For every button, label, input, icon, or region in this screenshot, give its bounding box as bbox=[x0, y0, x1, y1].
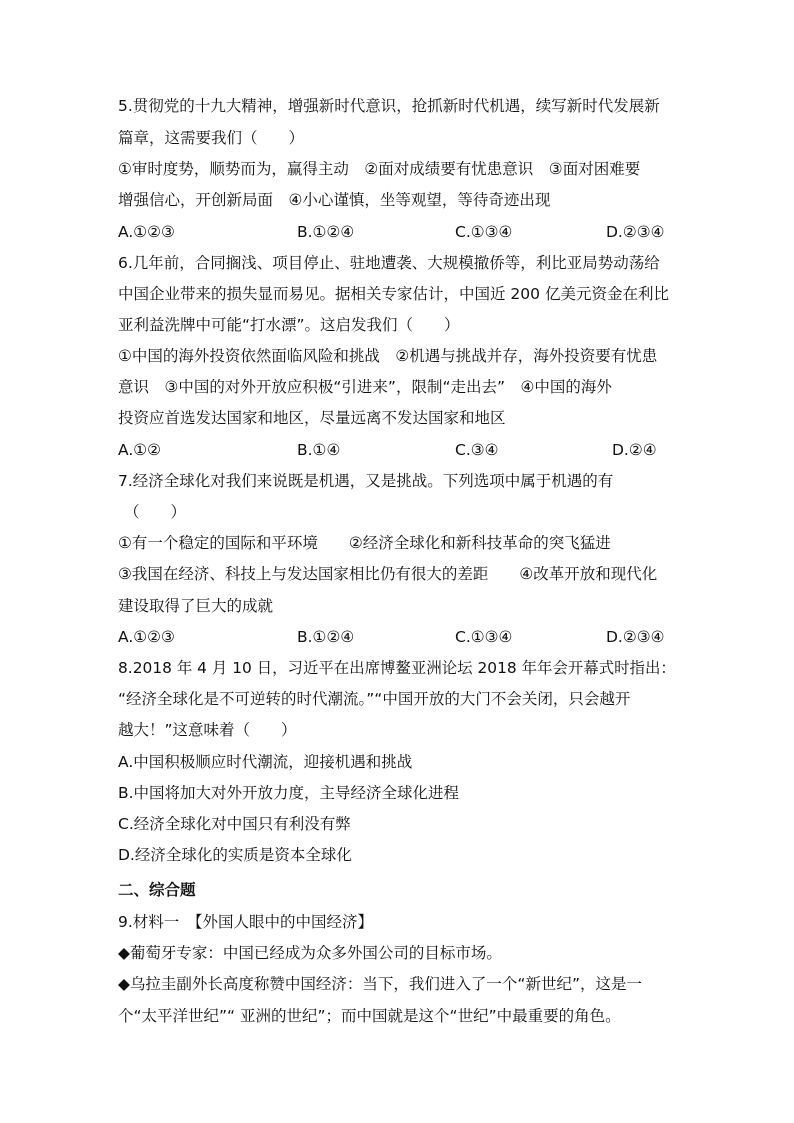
q5-item-line-1: ①审时度势，顺势而为，赢得主动 ②面对成绩要有忧患意识 ③面对困难要 bbox=[118, 160, 641, 178]
q9-line-2: ◆葡萄牙专家：中国已经成为众多外国公司的目标市场。 bbox=[118, 944, 502, 962]
q7-option-d: D.②③④ bbox=[606, 628, 665, 646]
q8-stem-line-3: 越大！”这意味着（ ） bbox=[118, 721, 297, 739]
q8-option-b: B.中国将加大对外开放力度，主导经济全球化进程 bbox=[118, 784, 460, 802]
q6-stem-line-2: 中国企业带来的损失显而易见。据相关专家估计，中国近 200 亿美元资金在利比 bbox=[118, 285, 669, 303]
q5-item-line-2: 增强信心，开创新局面 ④小心谨慎，坐等观望，等待奇迹出现 bbox=[118, 191, 551, 209]
q7-item-line-1: ①有一个稳定的国际和平环境 ②经济全球化和新科技革命的突飞猛进 bbox=[118, 534, 611, 552]
q5-option-a: A.①②③ bbox=[118, 223, 175, 241]
q6-option-a: A.①② bbox=[118, 441, 162, 459]
q7-option-a: A.①②③ bbox=[118, 628, 175, 646]
q8-option-a: A.中国积极顺应时代潮流，迎接机遇和挑战 bbox=[118, 753, 413, 771]
q6-item-line-3: 投资应首选发达国家和地区，尽量远离不发达国家和地区 bbox=[118, 409, 506, 427]
q8-stem-line-2: “经济全球化是不可逆转的时代潮流。”“中国开放的大门不会关闭，只会越开 bbox=[118, 690, 631, 708]
q6-option-d: D.②④ bbox=[612, 441, 657, 459]
q8-option-c: C.经济全球化对中国只有利没有弊 bbox=[118, 815, 351, 833]
q7-item-line-2: ③我国在经济、科技上与发达国家相比仍有很大的差距 ④改革开放和现代化 bbox=[118, 565, 658, 583]
q5-stem-line-2: 篇章，这需要我们（ ） bbox=[118, 129, 305, 147]
q8-stem-line-1: 8.2018 年 4 月 10 日，习近平在出席博鳌亚洲论坛 2018 年年会开幕式时指出： bbox=[118, 659, 676, 677]
q7-option-c: C.①③④ bbox=[455, 628, 513, 646]
q9-line-3: ◆乌拉圭副外长高度称赞中国经济：当下，我们进入了一个“新世纪”，这是一 bbox=[118, 975, 642, 993]
q6-stem-line-3: 亚利益洗牌中可能“打水漂”。这启发我们（ ） bbox=[118, 316, 460, 334]
q5-option-b: B.①②④ bbox=[297, 223, 355, 241]
q8-option-d: D.经济全球化的实质是资本全球化 bbox=[118, 846, 352, 864]
q9-line-1: 9.材料一 【外国人眼中的中国经济】 bbox=[118, 913, 374, 931]
q7-item-line-3: 建设取得了巨大的成就 bbox=[118, 597, 274, 615]
q6-option-b: B.①④ bbox=[297, 441, 341, 459]
q7-option-b: B.①②④ bbox=[297, 628, 355, 646]
q6-stem-line-1: 6.几年前，合同搁浅、项目停止、驻地遭袭、大规模撤侨等，利比亚局势动荡给 bbox=[118, 254, 660, 272]
q6-option-c: C.③④ bbox=[455, 441, 499, 459]
q6-item-line-2: 意识 ③中国的对外开放应积极“引进来”，限制“走出去” ④中国的海外 bbox=[118, 378, 612, 396]
q7-stem-line-1: 7.经济全球化对我们来说既是机遇，又是挑战。下列选项中属于机遇的有 bbox=[118, 472, 614, 490]
q7-stem-line-2: （ ） bbox=[124, 503, 187, 521]
q5-option-c: C.①③④ bbox=[455, 223, 513, 241]
q6-item-line-1: ①中国的海外投资依然面临风险和挑战 ②机遇与挑战并存，海外投资要有忧患 bbox=[118, 347, 658, 365]
q5-stem-line-1: 5.贯彻党的十九大精神，增强新时代意识，抢抓新时代机遇，续写新时代发展新 bbox=[118, 97, 660, 115]
q9-line-4: 个“太平洋世纪”“ 亚洲的世纪”；而中国就是这个“世纪”中最重要的角色。 bbox=[118, 1007, 621, 1025]
q5-option-d: D.②③④ bbox=[606, 223, 665, 241]
section-heading: 二、综合题 bbox=[118, 881, 196, 899]
